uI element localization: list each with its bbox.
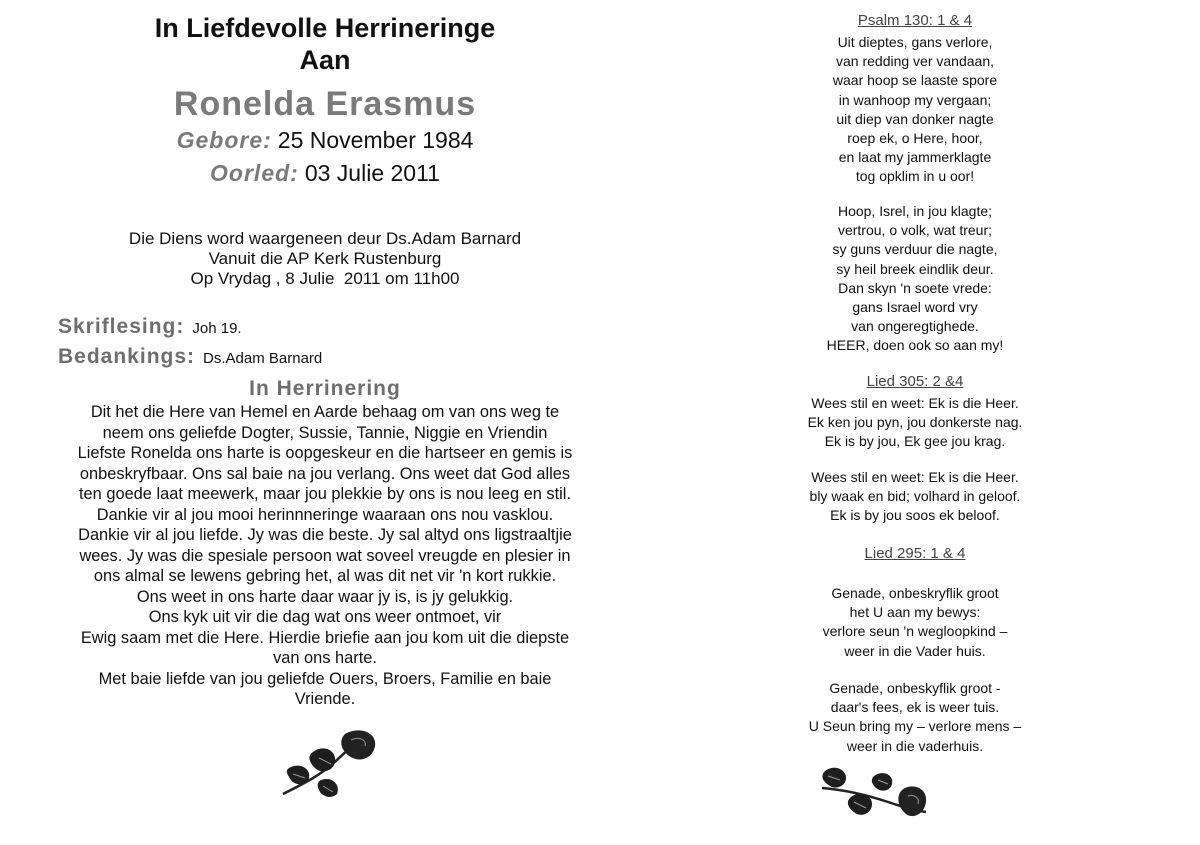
thanks-label: Bedankings:	[58, 345, 196, 368]
lied-295-verse-1	[760, 584, 1070, 661]
verse-line: van redding ver vandaan,	[836, 53, 994, 70]
tribute-line: Ons weet in ons harte daar waar jy is, is jy gelukkig.	[136, 587, 514, 606]
tribute-line: Met baie liefde van jou geliefde Ouers, Broers, Familie en baie	[98, 669, 552, 688]
tribute-line: Ewig saam met die Here. Hierdie briefie aan jou kom uit die diepste	[80, 628, 570, 647]
psalm-verse-2	[760, 202, 1070, 356]
verse-line: Wees stil en weet: Ek is die Heer.	[811, 395, 1019, 411]
verse-line: daar's fees, ek is weer tuis.	[830, 699, 1000, 716]
verse-line: Uit dieptes, gans verlore,	[837, 34, 993, 50]
verse-line: tog opklim in u oor!	[855, 168, 975, 185]
verse-line: Wees stil en weet: Ek is die Heer.	[811, 469, 1019, 485]
reading-value: Joh 19.	[192, 320, 242, 337]
tribute-line: neem ons geliefde Dogter, Sussie, Tannie, Niggie en Vriendin	[102, 423, 548, 442]
verse-line: HEER, doen ook so aan my!	[826, 337, 1004, 354]
verse-line: sy heil breek eindlik deur.	[836, 260, 994, 277]
lied-305-title: Lied 305: 2 &4	[866, 373, 964, 390]
tribute-line: wees. Jy was die spesiale persoon wat soveel vreugde en plesier in	[79, 546, 571, 565]
tribute-line: Dit het die Here van Hemel en Aarde behaag om van ons weg te	[90, 403, 560, 421]
verse-line: Genade, onbeskryflik groot	[831, 585, 999, 601]
verse-line: in wanhoop my vergaan;	[838, 91, 992, 108]
lied-305-verse-2	[760, 468, 1070, 526]
verse-line: weer in die Vader huis.	[844, 642, 986, 659]
verse-line: Ek is by jou soos ek beloof.	[830, 507, 1000, 524]
death-date-row	[0, 160, 650, 187]
psalm-verse-1	[760, 33, 1070, 187]
tribute-line: Dankie vir al jou liefde. Jy was die beste. Jy sal altyd ons ligstraaltjie	[78, 526, 572, 544]
verse-line: van ongeregtighede.	[851, 318, 979, 335]
verse-line: bly waak en bid; volhard in geloof.	[809, 488, 1021, 505]
tribute-line: van ons harte.	[273, 649, 377, 667]
verse-line: gans Israel word vry	[852, 299, 978, 316]
tribute-line: Liefste Ronelda ons harte is oopgeskeur en die hartseer en gemis is	[77, 444, 573, 462]
scripture-reading-row	[58, 315, 242, 339]
tribute-line: Dankie vir al jou mooi herinnneringe waaraan ons nou vasklou.	[96, 505, 554, 524]
verse-line: waar hoop se laaste spore	[832, 72, 998, 89]
psalm-title: Psalm 130: 1 & 4	[857, 12, 973, 29]
verse-line: weer in die vaderhuis.	[846, 737, 984, 754]
title-line-2: Aan	[299, 45, 351, 75]
birth-date-row	[0, 127, 650, 154]
deceased-name: Ronelda Erasmus	[173, 85, 477, 123]
memory-heading: In Herrinering	[249, 377, 401, 400]
verse-line: Ek is by jou, Ek gee jou krag.	[824, 433, 1006, 450]
verse-line: Dan skyn 'n soete vrede:	[838, 279, 992, 296]
service-line-1: Die Diens word waargeneen deur Ds.Adam Barnard	[128, 229, 522, 248]
tribute-line: ons almal se lewens gebring het, al was dit net vir 'n kort rukkie.	[93, 567, 557, 585]
service-details	[0, 229, 650, 289]
thanks-value: Ds.Adam Barnard	[203, 350, 323, 367]
verse-line: uit diep van donker nagte	[836, 110, 994, 127]
verse-line: vertrou, o volk, wat treur;	[837, 222, 993, 239]
reading-label: Skriflesing:	[58, 315, 185, 338]
verse-line: sy guns verduur die nagte,	[832, 241, 998, 258]
tribute-line: Vriende.	[294, 690, 356, 708]
born-date: 25 November 1984	[277, 127, 474, 153]
lied-305-verse-1	[760, 394, 1070, 452]
lied-295-title: Lied 295: 1 & 4	[864, 545, 966, 562]
died-label: Oorled:	[210, 160, 299, 186]
title	[0, 12, 650, 76]
tribute-line: ten goede laat meewerk, maar jou plekkie by ons is nou leeg en stil.	[79, 485, 571, 503]
verse-line: Genade, onbeskyflik groot -	[829, 680, 1001, 696]
tribute-line: Ons kyk uit vir die dag wat ons weer ontmoet, vir	[148, 608, 502, 626]
verse-line: het U aan my bewys:	[849, 604, 981, 621]
verse-line: roep ek, o Here, hoor,	[847, 130, 983, 147]
lied-295-verse-2	[760, 679, 1070, 756]
rose-icon	[275, 728, 385, 800]
verse-line: en laat my jammerklagte	[838, 149, 992, 166]
thanks-row	[58, 345, 322, 369]
verse-line: verlore seun 'n wegloopkind –	[822, 623, 1008, 640]
tribute-text	[40, 402, 610, 710]
tribute-line: onbeskryfbaar. Ons sal baie na jou verlang. Ons weet dat God alles	[79, 464, 571, 483]
service-line-2: Vanuit die AP Kerk Rustenburg	[208, 249, 442, 268]
died-date: 03 Julie 2011	[304, 160, 440, 186]
service-line-3: Op Vrydag , 8 Julie 2011 om 11h00	[190, 269, 460, 288]
born-label: Gebore:	[176, 127, 272, 153]
verse-line: Hoop, Isrel, in jou klagte;	[837, 203, 993, 219]
rose-icon	[818, 762, 930, 824]
verse-line: Ek ken jou pyn, jou donkerste nag.	[807, 414, 1023, 431]
verse-line: U Seun bring my – verlore mens –	[808, 718, 1022, 735]
title-line-1: In Liefdevolle Herrineringe	[154, 13, 496, 43]
